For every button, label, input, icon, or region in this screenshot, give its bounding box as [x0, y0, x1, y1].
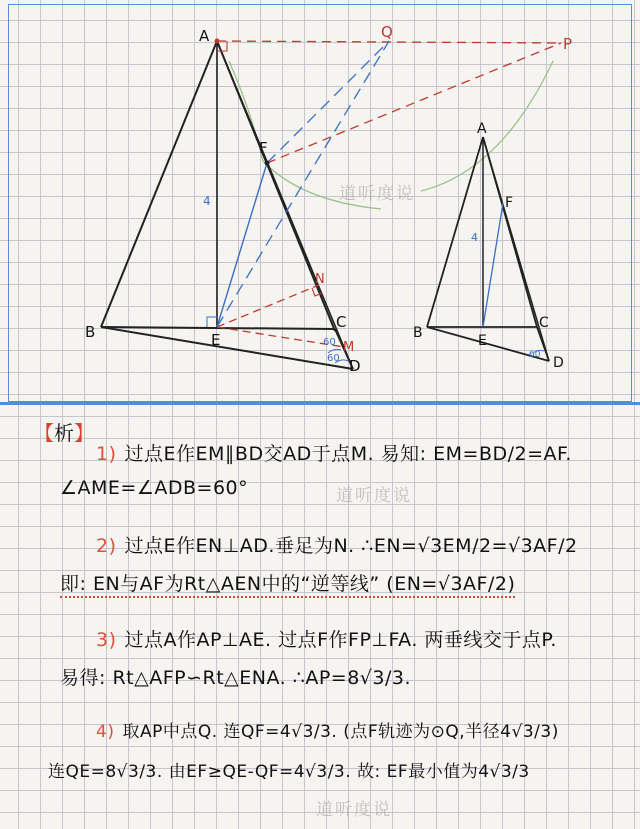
step-3-text-1: 过点A作AP⊥AE. 过点F作FP⊥FA. 两垂线交于点P. — [124, 629, 557, 651]
step-2-line-1 — [96, 531, 578, 558]
segment-FP — [267, 43, 561, 163]
watermark-bottom: 道听度说 — [316, 800, 392, 820]
step-4-line-2 — [48, 757, 530, 782]
small-label-B: B — [413, 325, 423, 341]
label-E: E — [211, 331, 221, 349]
step-4-text-2: 连QE=8√3/3. 由EF≥QE-QF=4√3/3. 故: EF最小值为4√3/3 — [48, 762, 530, 782]
step-2-text-1: 过点E作EN⊥AD.垂足为N. ∴EN=√3EM/2=√3AF/2 — [124, 535, 578, 557]
angle-label-M: 60 — [323, 337, 336, 348]
label-B: B — [85, 323, 96, 341]
label-Q: Q — [381, 23, 393, 41]
small-label-E: E — [478, 333, 487, 349]
heading-text: 析 — [54, 421, 74, 445]
label-C: C — [336, 313, 347, 331]
watermark-top: 道听度说 — [339, 184, 415, 204]
heading-bracket-close: 】 — [74, 421, 94, 445]
step-4-text-1: 取AP中点Q. 连QF=4√3/3. (点F轨迹为⊙Q,半径4√3/3) — [122, 722, 559, 742]
step-3-line-2 — [60, 663, 411, 690]
label-N: N — [315, 272, 325, 287]
small-label-C: C — [539, 315, 549, 331]
point-F — [265, 161, 270, 166]
label-F: F — [259, 139, 268, 157]
angle-label-D: 60 — [327, 353, 340, 364]
step-1-number: 1) — [96, 443, 117, 465]
step-2-line-2 — [60, 569, 515, 596]
small-angle-label: 60 — [529, 350, 541, 360]
label-A: A — [199, 27, 210, 45]
segment-EF — [217, 163, 267, 327]
segment-AB — [101, 41, 217, 327]
segment-BD — [101, 327, 353, 369]
step-4-number: 4) — [96, 722, 115, 742]
locus-arc-right — [421, 61, 553, 191]
small-label-D: D — [553, 355, 564, 371]
step-2-number: 2) — [96, 535, 117, 557]
watermark-middle: 道听度说 — [336, 486, 412, 506]
segment-EN — [217, 285, 319, 327]
geometry-figure — [9, 5, 633, 403]
label-D: D — [349, 357, 361, 375]
point-A — [215, 39, 220, 44]
step-1-line-1 — [96, 439, 572, 466]
step-1-text-2: ∠AME=∠ADB=60° — [60, 477, 249, 499]
step-1-text-1: 过点E作EM∥BD交AD于点M. 易知: EM=BD/2=AF. — [124, 443, 572, 465]
figure-panel — [8, 4, 632, 402]
segment-QF — [267, 41, 389, 163]
length-label-AE: 4 — [203, 194, 211, 208]
segment-AD — [217, 41, 353, 369]
small-label-F: F — [505, 195, 514, 211]
step-1-line-2 — [60, 477, 248, 499]
heading-bracket-open: 【 — [34, 421, 54, 445]
small-segment-EF — [483, 203, 503, 327]
label-P: P — [563, 35, 573, 53]
step-3-number: 3) — [96, 629, 117, 651]
right-angle-E — [207, 317, 217, 327]
step-3-text-2: 易得: Rt△AFP∽Rt△ENA. ∴AP=8√3/3. — [60, 667, 412, 689]
small-label-A: A — [477, 121, 487, 137]
step-3-line-1 — [96, 625, 557, 652]
step-2-text-2: 即: EN与AF为Rt△AEN中的“逆等线” (EN=√3AF/2) — [60, 573, 515, 598]
label-M: M — [343, 340, 355, 355]
analysis-panel — [0, 405, 640, 829]
analysis-heading — [34, 417, 94, 446]
step-4-line-1 — [96, 717, 559, 742]
small-length-label: 4 — [471, 231, 478, 244]
